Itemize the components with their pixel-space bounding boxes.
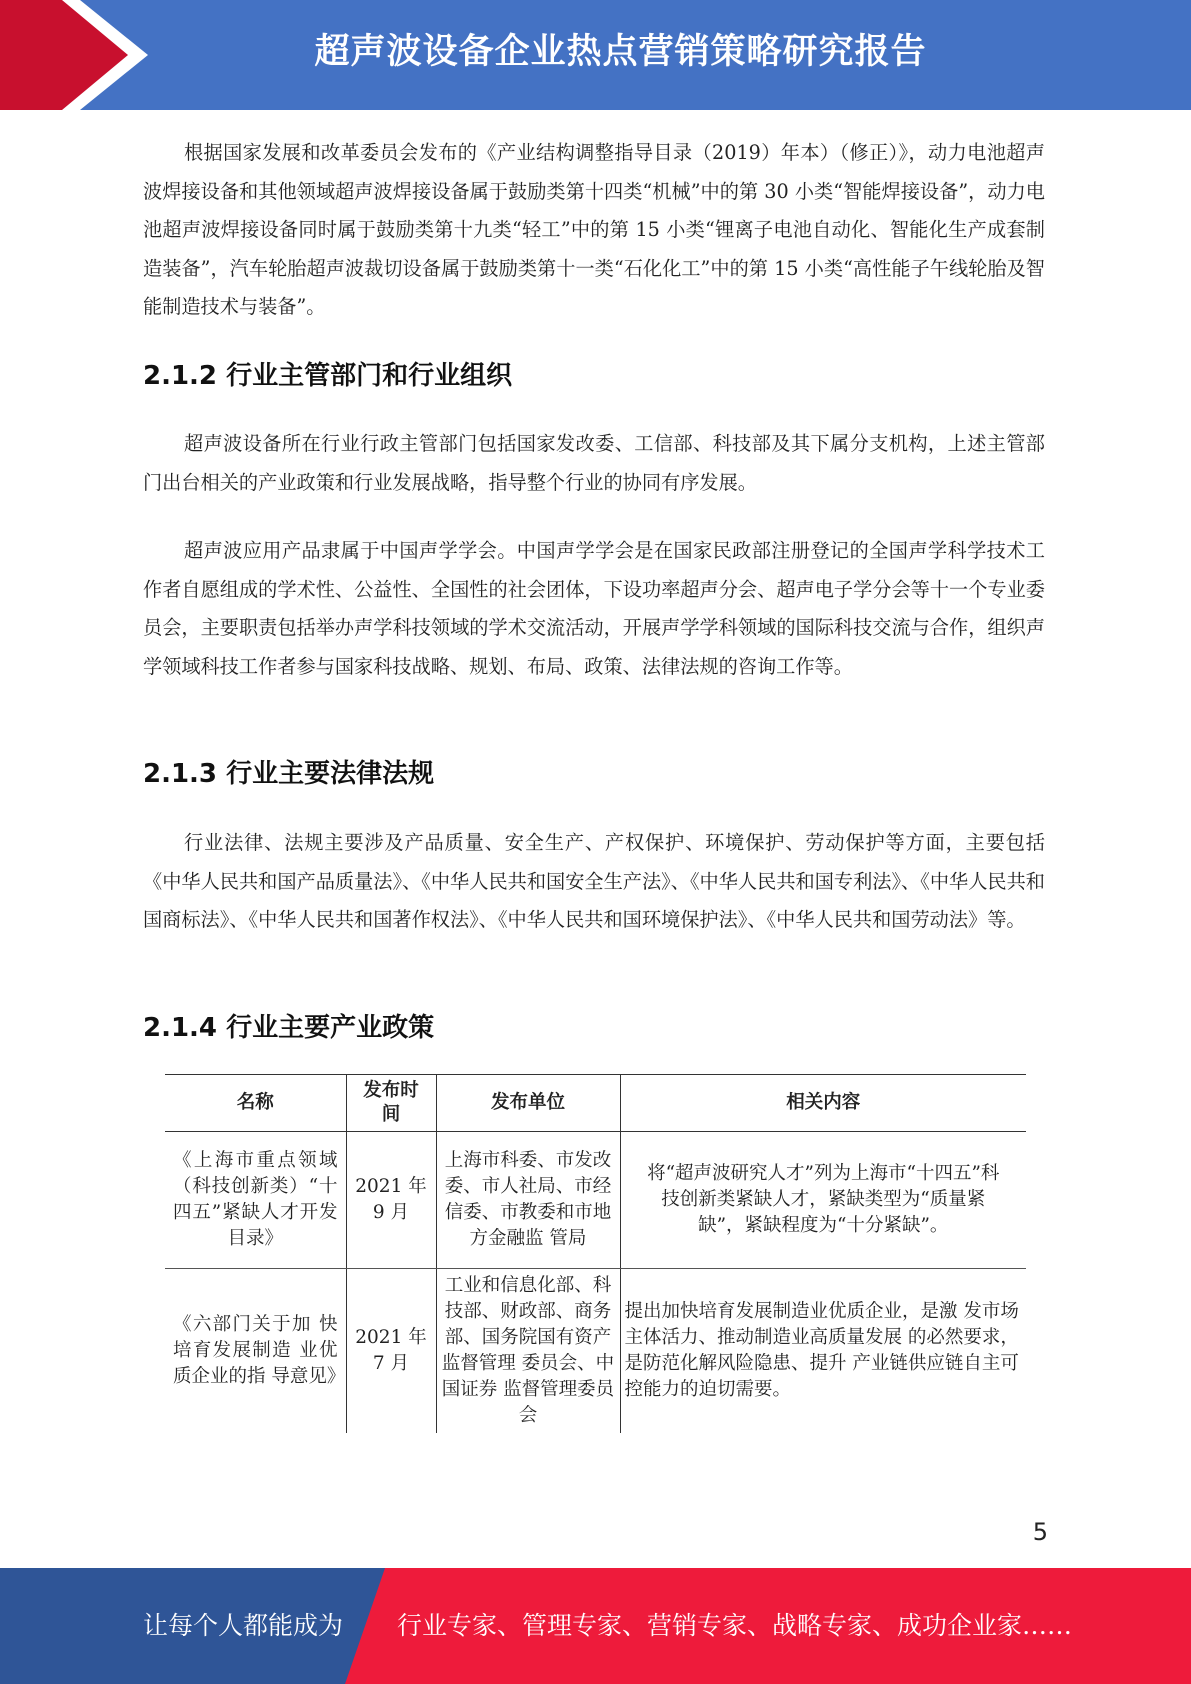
section-heading-2-1-2: 2.1.2 行业主管部门和行业组织 <box>143 361 513 391</box>
policy-table <box>165 1074 1026 1433</box>
header-arrow-icon <box>0 0 170 110</box>
footer-slogan-right: 行业专家、管理专家、营销专家、战略专家、成功企业家…… <box>397 1611 1073 1640</box>
policy-content-cell: 提出加快培育发展制造业优质企业，是激 发市场主体活力、推动制造业高质量发展 的必然要求，是防范化解风险隐患、提升 产业链供应链自主可控能力的迫切需要。 <box>624 1301 1019 1400</box>
paragraph-regulators: 超声波设备所在行业行政主管部门包括国家发改委、工信部、科技部及其下属分支机构，上述主管部门出台相关的产业政策和行业发展战略，指导整个行业的协同有序发展。 <box>143 432 1045 494</box>
policy-publisher-cell: 工业和信息化部、科技部、财政部、商务部、国务院国有资产监督管理 委员会、中国证券 监督管理委员会 <box>436 1269 620 1434</box>
table-row <box>165 1132 1026 1269</box>
section-heading-2-1-4: 2.1.4 行业主要产业政策 <box>143 1013 435 1043</box>
footer-slogan-left: 让每个人都能成为 <box>143 1611 344 1640</box>
report-title: 超声波设备企业热点营销策略研究报告 <box>314 32 927 72</box>
policy-name-cell: 《上海市重点领域（科技创新类）“十四五”紧缺人才开发目录》 <box>165 1132 346 1269</box>
page-header <box>0 0 1191 110</box>
column-header-publisher: 发布单位 <box>436 1075 620 1132</box>
table-header-row <box>165 1075 1026 1132</box>
paragraph-acoustics-society: 超声波应用产品隶属于中国声学学会。中国声学学会是在国家民政部注册登记的全国声学科学技术工作者自愿组成的学术性、公益性、全国性的社会团体，下设功率超声分会、超声电子学分会等十一个专业委员会，主要职责包括举办声学科技领域的学术交流活动，开展声学学科领域的国际科技交流与合作，组织声学领域科技工作者参与国家科技战略、规划、布局、政策、法律法规的咨询工作等。 <box>143 539 1045 678</box>
policy-content-cell: 将“超声波研究人才”列为上海市“十四五”科技创新类紧缺人才，紧缺类型为“质量紧缺”，紧缺程度为“十分紧缺”。 <box>620 1132 1026 1269</box>
column-header-name: 名称 <box>165 1075 346 1132</box>
column-header-date: 发布时间 <box>346 1075 436 1132</box>
policy-name-cell: 《六部门关于加 快培育发展制造 业优质企业的指 导意见》 <box>165 1269 346 1434</box>
policy-publisher-cell: 上海市科委、市发改委、市人社局、市经信委、市教委和市地方金融监 管局 <box>436 1132 620 1269</box>
page-number: 5 <box>1032 1518 1048 1546</box>
page-footer <box>0 1568 1191 1684</box>
table-row <box>165 1269 1026 1434</box>
paragraph-laws: 行业法律、法规主要涉及产品质量、安全生产、产权保护、环境保护、劳动保护等方面，主要包括《中华人民共和国产品质量法》、《中华人民共和国安全生产法》、《中华人民共和国专利法》、《中华人民共和国商标法》、《中华人民共和国著作权法》、《中华人民共和国环境保护法》、《中华人民共和国劳动法》等。 <box>143 831 1045 931</box>
intro-paragraph: 根据国家发展和改革委员会发布的《产业结构调整指导目录（2019）年本）（修正）》，动力电池超声波焊接设备和其他领域超声波焊接设备属于鼓励类第十四类“机械”中的第 30 小类“智能焊接设备”，动力电池超声波焊接设备同时属于鼓励类第十九类“轻工”中的第 15 小类“锂离子电池自动化、智能化生产成套制造装备”，汽车轮胎超声波裁切设备属于鼓励类第十一类“石化化工”中的第 15 小类“高性能子午线轮胎及智能制造技术与装备”。 <box>143 141 1045 318</box>
policy-date-cell: 2021 年 9 月 <box>346 1132 436 1269</box>
section-heading-2-1-3: 2.1.3 行业主要法律法规 <box>143 759 435 789</box>
column-header-content: 相关内容 <box>620 1075 1026 1132</box>
policy-date-cell: 2021 年 7 月 <box>346 1269 436 1434</box>
